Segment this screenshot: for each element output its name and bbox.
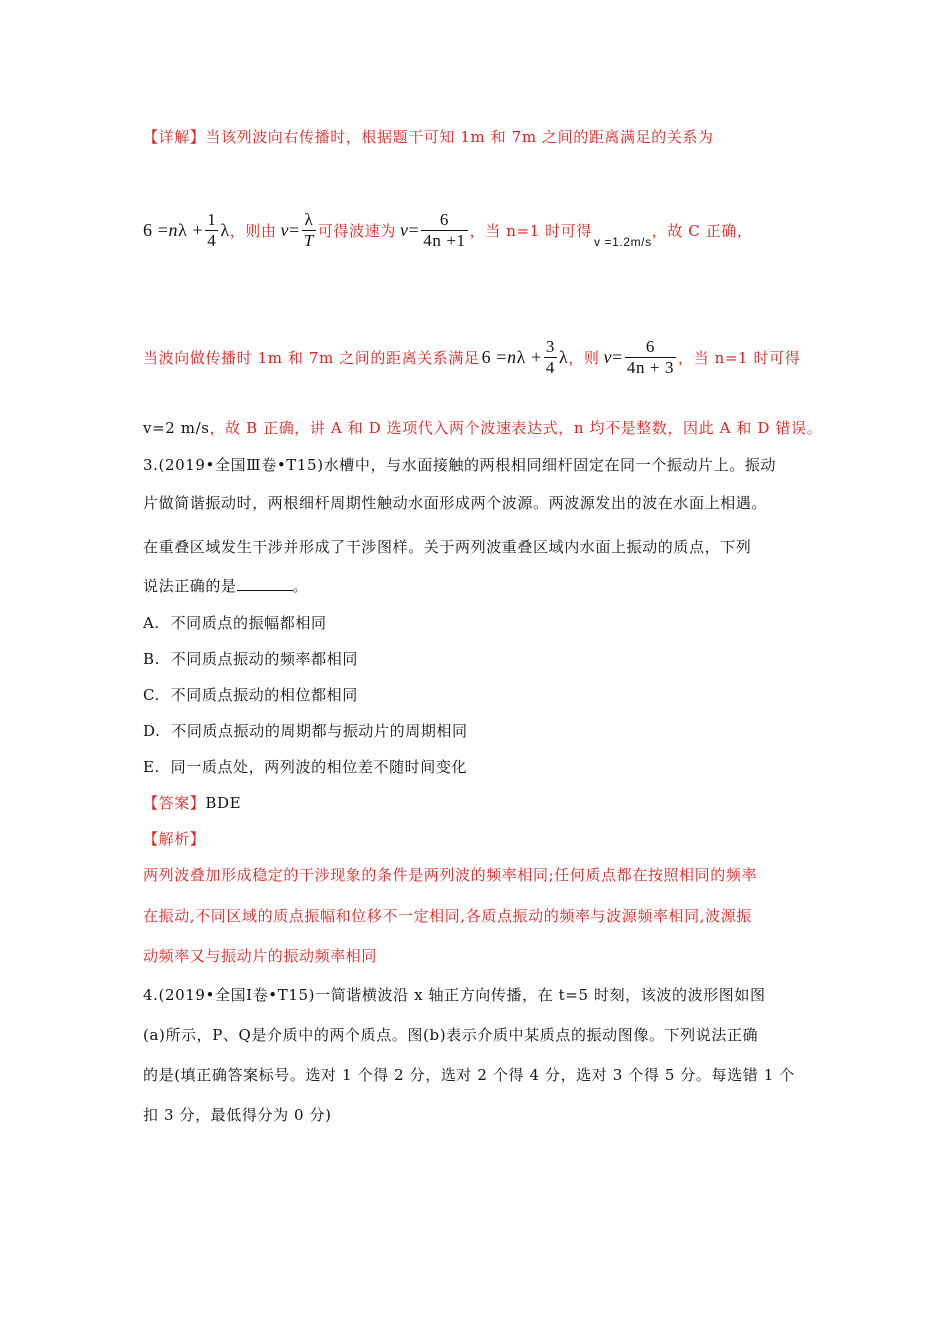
option-text: 不同质点振动的频率都相同 — [170, 650, 358, 668]
eq2-n: n — [507, 347, 517, 367]
detail-text-2: 当波向做传播时 1m 和 7m 之间的距离关系满足 — [143, 349, 480, 367]
equals-sign: = — [289, 220, 300, 240]
option-b — [143, 648, 358, 669]
v-symbol-3: v — [603, 347, 613, 367]
option-label: D. — [143, 722, 161, 740]
option-label: B. — [143, 650, 160, 668]
q4-line-2: (a)所示，P、Q是介质中的两个质点。图(b)表示介质中某质点的振动图像。下列说法正确 — [143, 1026, 759, 1044]
answer-tag: 【答案】 — [143, 794, 206, 812]
eq2-lhs: 6 = — [481, 347, 508, 367]
q3-line-3: 在重叠区域发生干涉并形成了干涉图样。关于两列波重叠区域内水面上振动的质点，下列 — [143, 538, 752, 556]
analysis-tag: 【解析】 — [143, 830, 206, 848]
c-correct: ，故 C 正确， — [651, 222, 753, 240]
eq1-lambda: λ + — [178, 220, 204, 240]
then-text: ，则由 — [229, 222, 277, 240]
analysis-line-3: 动频率又与振动片的振动频率相同 — [143, 947, 378, 965]
eq2-tail: λ — [558, 347, 569, 367]
answer-line — [143, 792, 241, 813]
v-value-2: v=2 m/s — [143, 419, 210, 437]
option-d — [143, 720, 468, 741]
option-text: 同一质点处，两列波的相位差不随时间变化 — [170, 758, 468, 776]
q4-line-1: 4.(2019•全国Ⅰ卷•T15)一简谐横波沿 x 轴正方向传播，在 t=5 时刻，该波的波形图如图 — [143, 986, 766, 1004]
v-value-1: v =1.2m/s — [593, 234, 652, 249]
option-text: 不同质点振动的相位都相同 — [170, 686, 358, 704]
q3-line-2: 片做简谐振动时，两根细杆周期性触动水面形成两个波源。两波源发出的波在水面上相遇。 — [143, 494, 768, 512]
detail-tag: 【详解】 — [143, 128, 206, 146]
detail-line-1 — [143, 126, 714, 147]
answer-value: BDE — [205, 794, 242, 812]
answer-blank — [237, 576, 293, 591]
then-text-2: ，则 — [568, 349, 600, 367]
q4-line-4: 扣 3 分，最低得分为 0 分) — [143, 1106, 332, 1124]
fraction-lambda-T: $\frac{\lambda}{T}$ — [303, 210, 314, 250]
option-e — [143, 756, 467, 777]
equals-sign-3: = — [612, 347, 623, 367]
detail-line-4 — [143, 417, 822, 438]
equals-sign-2: = — [408, 220, 420, 240]
q3-line-1: 3.(2019•全国Ⅲ卷•T15)水槽中，与水面接触的两根相同细杆固定在同一个振动片上。振动 — [143, 456, 777, 474]
v-symbol-2: v — [399, 220, 409, 240]
analysis-line-2: 在振动,不同区域的质点振幅和位移不一定相同,各质点振动的频率与波源频率相同,波源振 — [143, 907, 752, 925]
speed-text: 可得波速为 — [317, 222, 396, 240]
option-label: E. — [143, 758, 160, 776]
n1-text-2: ，当 n=1 时可得 — [678, 349, 801, 367]
q3-line-4 — [143, 575, 308, 596]
b-correct: ，故 B 正确，讲 A 和 D 选项代入两个波速表达式，n 均不是整数，因此 A 和 D 错误。 — [209, 419, 823, 437]
n1-text: ，当 n=1 时可得 — [469, 222, 592, 240]
fraction-6-4n1: $\frac{6}{4n +1}$ — [423, 210, 466, 250]
fraction-3-4: $\frac{3}{4}$ — [545, 337, 555, 377]
v-symbol: v — [280, 220, 290, 240]
eq1-n: n — [168, 220, 179, 240]
q4-line-3: 的是(填正确答案标号。选对 1 个得 2 分，选对 2 个得 4 分，选对 3 个得 5 分。每选错 1 个 — [143, 1066, 795, 1084]
fraction-1-4: $\frac{1}{4}$ — [207, 210, 217, 250]
fraction-6-4n3: $\frac{6}{4n + 3}$ — [626, 337, 675, 377]
eq1-lhs: 6 = — [143, 220, 169, 240]
option-a — [143, 612, 327, 633]
equation-line-1 — [143, 210, 753, 251]
detail-text-1: 当该列波向右传播时，根据题干可知 1m 和 7m 之间的距离满足的关系为 — [205, 128, 714, 146]
analysis-line-1: 两列波叠加形成稳定的干涉现象的条件是两列波的频率相同;任何质点都在按照相同的频率 — [143, 866, 758, 884]
option-c — [143, 684, 358, 705]
equation-line-2 — [143, 337, 800, 378]
eq1-tail: λ — [220, 220, 230, 240]
option-label: A. — [143, 614, 160, 632]
option-text: 不同质点振动的周期都与振动片的周期相同 — [171, 722, 468, 740]
q3-line-4-end: 。 — [292, 577, 309, 595]
option-text: 不同质点的振幅都相同 — [170, 614, 327, 632]
eq2-lambda: λ + — [516, 347, 542, 367]
q3-line-4-text: 说法正确的是 — [143, 577, 237, 595]
option-label: C. — [143, 686, 160, 704]
